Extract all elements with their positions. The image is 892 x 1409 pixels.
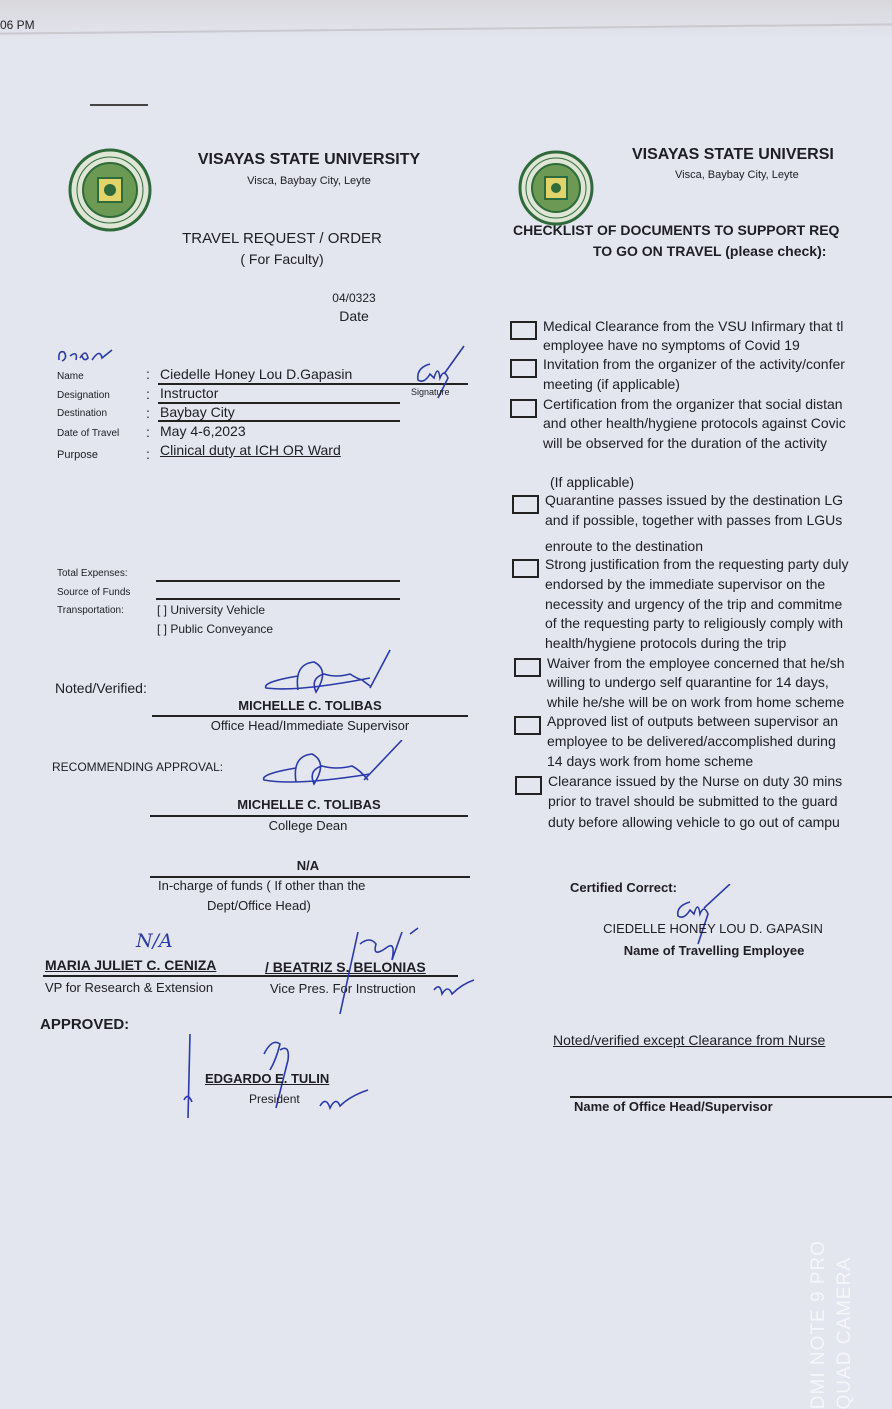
checklist-item-text: and if possible, together with passes from LGUs <box>545 512 843 528</box>
checklist-item-text: Approved list of outputs between supervisor an <box>547 713 839 729</box>
colon: : <box>146 424 150 440</box>
total-expenses-label: Total Expenses: <box>57 568 128 579</box>
employee-signature <box>670 884 740 948</box>
colon: : <box>146 405 150 421</box>
checklist-item-text: while he/she will be on work from home scheme <box>547 694 845 710</box>
vp-instruction-name: / BEATRIZ S. BELONIAS <box>265 959 426 975</box>
checklist-item-text: meeting (if applicable) <box>543 376 680 392</box>
right-university-address: Visca, Baybay City, Leyte <box>675 169 799 181</box>
dean-title: College Dean <box>268 818 348 833</box>
noted-except-clearance: Noted/verified except Clearance from Nurse <box>553 1032 826 1048</box>
field-value-date-of-travel: May 4-6,2023 <box>160 423 246 439</box>
field-label-purpose: Purpose <box>57 449 98 461</box>
form-title: TRAVEL REQUEST / ORDER <box>182 230 382 247</box>
checklist-item-text: 14 days work from home scheme <box>547 753 754 769</box>
checklist-item-text: and other health/hygiene protocols against Covic <box>543 415 846 431</box>
transportation-label: Transportation: <box>57 605 124 616</box>
checklist-checkbox[interactable] <box>512 495 539 514</box>
checklist-item-text: prior to travel should be submitted to the guard <box>548 793 838 809</box>
photo-background-top <box>0 0 892 40</box>
checklist-item-text: Quarantine passes issued by the destination LG <box>545 492 844 508</box>
field-value-purpose: Clinical duty at ICH OR Ward <box>160 442 341 458</box>
field-label-name: Name <box>57 371 84 382</box>
checklist-item-text: employee to be delivered/accomplished during <box>547 733 836 749</box>
supervisor-name: MICHELLE C. TOLIBAS <box>238 698 382 713</box>
checklist-item-text: Invitation from the organizer of the activity/confer <box>543 356 845 372</box>
vp-research-name: MARIA JULIET C. CENIZA <box>45 957 217 973</box>
employee-name: CIEDELLE HONEY LOU D. GAPASIN <box>603 921 823 936</box>
vp-research-handwritten-na: N/A <box>136 930 173 952</box>
noted-verified-label: Noted/Verified: <box>55 680 147 696</box>
checklist-item-text: will be observed for the duration of the activity <box>543 435 828 451</box>
funds-in-charge-value: N/A <box>296 858 320 873</box>
certified-correct-label: Certified Correct: <box>570 880 677 895</box>
punch-mark <box>90 104 148 106</box>
checklist-item-text: Clearance issued by the Nurse on duty 30 mins <box>548 773 843 789</box>
field-value-designation: Instructor <box>160 385 219 401</box>
destination-underline <box>158 420 400 422</box>
colon: : <box>146 386 150 402</box>
vp-instruction-signature <box>330 924 480 1016</box>
signature-label: Signature <box>411 387 450 397</box>
office-head-title: Name of Office Head/Supervisor <box>574 1099 773 1114</box>
checklist-checkbox[interactable] <box>515 776 542 795</box>
university-name: VISAYAS STATE UNIVERSITY <box>197 151 421 168</box>
checklist-item-text: enroute to the destination <box>545 538 704 554</box>
checklist-title-line-2: TO GO ON TRAVEL (please check): <box>593 243 827 259</box>
funds-title-line-1: In-charge of funds ( If other than the <box>158 878 366 893</box>
camera-watermark-line-1: DMI NOTE 9 PRO <box>808 1239 829 1409</box>
vp-instruction-title: Vice Pres. For Instruction <box>270 981 416 996</box>
checklist-title-line-1: CHECKLIST OF DOCUMENTS TO SUPPORT REQ <box>513 222 840 238</box>
transport-option-public-conveyance[interactable]: [ ] Public Conveyance <box>157 622 274 636</box>
total-expenses-line <box>156 580 400 582</box>
checklist-checkbox[interactable] <box>510 399 537 418</box>
recommending-approval-label: RECOMMENDING APPROVAL: <box>52 760 224 774</box>
field-label-destination: Destination <box>57 408 108 419</box>
checklist-checkbox[interactable] <box>510 359 537 378</box>
checklist-item-text: duty before allowing vehicle to go out of campu <box>548 814 840 830</box>
vp-research-title: VP for Research & Extension <box>45 980 214 995</box>
checklist-checkbox[interactable] <box>514 716 541 735</box>
checklist-item-text: of the requesting party to religiously comply with <box>545 615 844 631</box>
right-university-name: VISAYAS STATE UNIVERSI <box>632 146 834 163</box>
camera-watermark-line-2: QUAD CAMERA <box>834 1256 855 1409</box>
president-name: EDGARDO E. TULIN <box>205 1071 330 1086</box>
form-subtitle: ( For Faculty) <box>240 251 324 267</box>
checklist-item-text: health/hygiene protocols during the trip <box>545 635 787 651</box>
field-label-date-of-travel: Date of Travel <box>57 428 120 439</box>
supervisor-title: Office Head/Immediate Supervisor <box>210 718 410 733</box>
supervisor-line <box>152 715 468 717</box>
university-seal-right <box>517 150 595 226</box>
field-value-destination: Baybay City <box>160 404 235 420</box>
checklist-item-text: willing to undergo self quarantine for 14 days, <box>547 674 829 690</box>
checklist-checkbox[interactable] <box>512 559 539 578</box>
dean-line <box>150 815 468 817</box>
checklist-item-text: Certification from the organizer that social distan <box>543 396 843 412</box>
employee-title: Name of Travelling Employee <box>623 943 805 958</box>
checklist-item-text: Medical Clearance from the VSU Infirmary that tl <box>543 318 844 334</box>
checklist-item-text: endorsed by the immediate supervisor on the <box>545 576 826 592</box>
checklist-checkbox[interactable] <box>510 321 537 340</box>
handwritten-number <box>56 344 116 366</box>
colon: : <box>146 366 150 382</box>
checklist-item-text: employee have no symptoms of Covid 19 <box>543 337 800 353</box>
office-head-line <box>570 1096 892 1098</box>
date-label: Date <box>339 308 369 324</box>
university-address: Visca, Baybay City, Leyte <box>247 175 371 187</box>
funds-title-line-2: Dept/Office Head) <box>207 898 311 913</box>
dean-name: MICHELLE C. TOLIBAS <box>237 797 381 812</box>
checklist-item-text: Waiver from the employee concerned that he/sh <box>547 655 845 671</box>
transport-option-university-vehicle[interactable]: [ ] University Vehicle <box>157 603 266 617</box>
checklist-item-text: necessity and urgency of the trip and commitme <box>545 596 843 612</box>
approved-label: APPROVED: <box>40 1016 130 1033</box>
checklist-item-text: Strong justification from the requesting party duly <box>545 556 849 572</box>
president-title: President <box>249 1092 300 1106</box>
colon: : <box>146 446 150 462</box>
photo-time: 06 PM <box>0 18 35 32</box>
source-of-funds-label: Source of Funds <box>57 587 131 598</box>
field-label-designation: Designation <box>57 390 110 401</box>
date-value: 04/0323 <box>332 291 376 305</box>
field-value-name: Ciedelle Honey Lou D.Gapasin <box>160 366 353 382</box>
source-of-funds-line <box>156 598 400 600</box>
checklist-checkbox[interactable] <box>514 658 541 677</box>
university-seal-left <box>68 148 154 232</box>
if-applicable-note: (If applicable) <box>550 474 635 490</box>
